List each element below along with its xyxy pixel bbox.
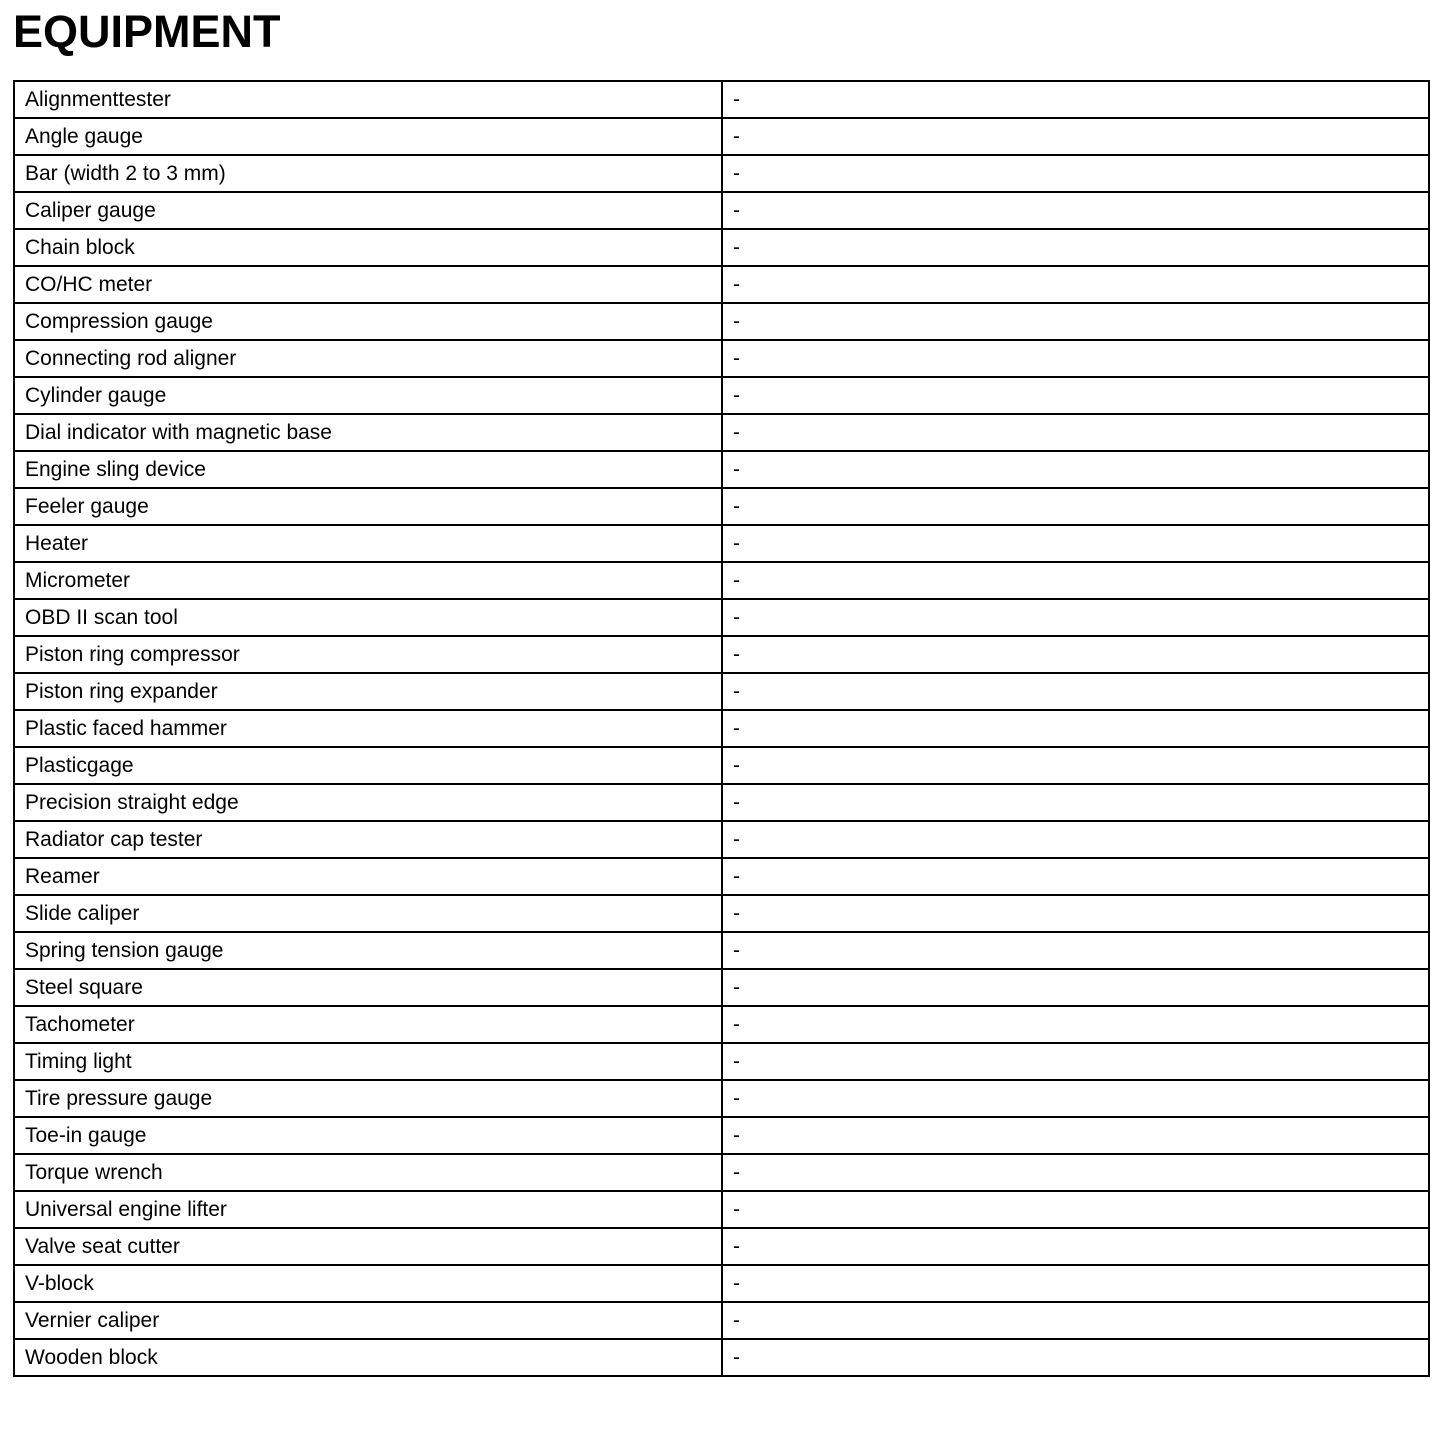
equipment-name-cell: Cylinder gauge — [14, 377, 722, 414]
equipment-name-cell: Plastic faced hammer — [14, 710, 722, 747]
equipment-value-cell: - — [722, 599, 1429, 636]
table-row — [14, 1080, 1429, 1117]
table-row — [14, 155, 1429, 192]
equipment-name-cell: Reamer — [14, 858, 722, 895]
equipment-name-cell: Piston ring expander — [14, 673, 722, 710]
equipment-value-cell: - — [722, 895, 1429, 932]
equipment-value-cell: - — [722, 1339, 1429, 1376]
equipment-value-cell: - — [722, 488, 1429, 525]
equipment-value-cell: - — [722, 562, 1429, 599]
equipment-value-cell: - — [722, 710, 1429, 747]
equipment-name-cell: Compression gauge — [14, 303, 722, 340]
equipment-name-cell: Heater — [14, 525, 722, 562]
equipment-name-cell: V-block — [14, 1265, 722, 1302]
equipment-table — [13, 80, 1430, 1377]
equipment-value-cell: - — [722, 118, 1429, 155]
equipment-value-cell: - — [722, 1191, 1429, 1228]
equipment-value-cell: - — [722, 303, 1429, 340]
equipment-value-cell: - — [722, 414, 1429, 451]
table-row — [14, 81, 1429, 118]
table-row — [14, 636, 1429, 673]
table-row — [14, 525, 1429, 562]
table-row — [14, 303, 1429, 340]
equipment-name-cell: CO/HC meter — [14, 266, 722, 303]
equipment-value-cell: - — [722, 932, 1429, 969]
equipment-name-cell: Radiator cap tester — [14, 821, 722, 858]
equipment-value-cell: - — [722, 969, 1429, 1006]
equipment-name-cell: Piston ring compressor — [14, 636, 722, 673]
table-row — [14, 118, 1429, 155]
equipment-value-cell: - — [722, 81, 1429, 118]
table-row — [14, 821, 1429, 858]
equipment-name-cell: Connecting rod aligner — [14, 340, 722, 377]
equipment-name-cell: Toe-in gauge — [14, 1117, 722, 1154]
table-row — [14, 1006, 1429, 1043]
page-title: EQUIPMENT — [13, 6, 281, 57]
table-row — [14, 451, 1429, 488]
equipment-name-cell: Valve seat cutter — [14, 1228, 722, 1265]
table-row — [14, 747, 1429, 784]
table-row — [14, 488, 1429, 525]
equipment-value-cell: - — [722, 636, 1429, 673]
equipment-name-cell: Engine sling device — [14, 451, 722, 488]
equipment-name-cell: Slide caliper — [14, 895, 722, 932]
table-row — [14, 229, 1429, 266]
table-row — [14, 1043, 1429, 1080]
equipment-value-cell: - — [722, 673, 1429, 710]
table-row — [14, 340, 1429, 377]
equipment-value-cell: - — [722, 1154, 1429, 1191]
equipment-name-cell: Steel square — [14, 969, 722, 1006]
table-row — [14, 599, 1429, 636]
table-row — [14, 1117, 1429, 1154]
table-row — [14, 673, 1429, 710]
equipment-value-cell: - — [722, 451, 1429, 488]
equipment-name-cell: Alignmenttester — [14, 81, 722, 118]
equipment-value-cell: - — [722, 1117, 1429, 1154]
table-row — [14, 1302, 1429, 1339]
table-row — [14, 266, 1429, 303]
equipment-value-cell: - — [722, 1302, 1429, 1339]
equipment-name-cell: Caliper gauge — [14, 192, 722, 229]
equipment-value-cell: - — [722, 340, 1429, 377]
equipment-name-cell: Angle gauge — [14, 118, 722, 155]
equipment-name-cell: Micrometer — [14, 562, 722, 599]
equipment-name-cell: Vernier caliper — [14, 1302, 722, 1339]
equipment-value-cell: - — [722, 747, 1429, 784]
equipment-name-cell: Wooden block — [14, 1339, 722, 1376]
table-row — [14, 858, 1429, 895]
table-row — [14, 562, 1429, 599]
table-row — [14, 1154, 1429, 1191]
table-row — [14, 1265, 1429, 1302]
equipment-value-cell: - — [722, 266, 1429, 303]
table-row — [14, 377, 1429, 414]
equipment-value-cell: - — [722, 1006, 1429, 1043]
equipment-name-cell: Precision straight edge — [14, 784, 722, 821]
equipment-value-cell: - — [722, 192, 1429, 229]
table-row — [14, 414, 1429, 451]
equipment-name-cell: Timing light — [14, 1043, 722, 1080]
equipment-name-cell: Tachometer — [14, 1006, 722, 1043]
equipment-value-cell: - — [722, 155, 1429, 192]
equipment-value-cell: - — [722, 1043, 1429, 1080]
equipment-value-cell: - — [722, 784, 1429, 821]
table-row — [14, 1191, 1429, 1228]
equipment-name-cell: Spring tension gauge — [14, 932, 722, 969]
equipment-value-cell: - — [722, 1228, 1429, 1265]
equipment-value-cell: - — [722, 525, 1429, 562]
equipment-name-cell: Dial indicator with magnetic base — [14, 414, 722, 451]
table-row — [14, 1228, 1429, 1265]
equipment-name-cell: Plasticgage — [14, 747, 722, 784]
equipment-name-cell: Feeler gauge — [14, 488, 722, 525]
table-row — [14, 192, 1429, 229]
equipment-name-cell: Chain block — [14, 229, 722, 266]
equipment-name-cell: OBD II scan tool — [14, 599, 722, 636]
table-row — [14, 895, 1429, 932]
equipment-name-cell: Bar (width 2 to 3 mm) — [14, 155, 722, 192]
equipment-value-cell: - — [722, 229, 1429, 266]
table-row — [14, 969, 1429, 1006]
equipment-value-cell: - — [722, 1080, 1429, 1117]
equipment-value-cell: - — [722, 377, 1429, 414]
equipment-value-cell: - — [722, 821, 1429, 858]
equipment-name-cell: Torque wrench — [14, 1154, 722, 1191]
table-row — [14, 1339, 1429, 1376]
table-row — [14, 932, 1429, 969]
equipment-name-cell: Universal engine lifter — [14, 1191, 722, 1228]
table-row — [14, 710, 1429, 747]
equipment-table-body — [14, 81, 1429, 1376]
equipment-value-cell: - — [722, 1265, 1429, 1302]
equipment-name-cell: Tire pressure gauge — [14, 1080, 722, 1117]
equipment-value-cell: - — [722, 858, 1429, 895]
table-row — [14, 784, 1429, 821]
